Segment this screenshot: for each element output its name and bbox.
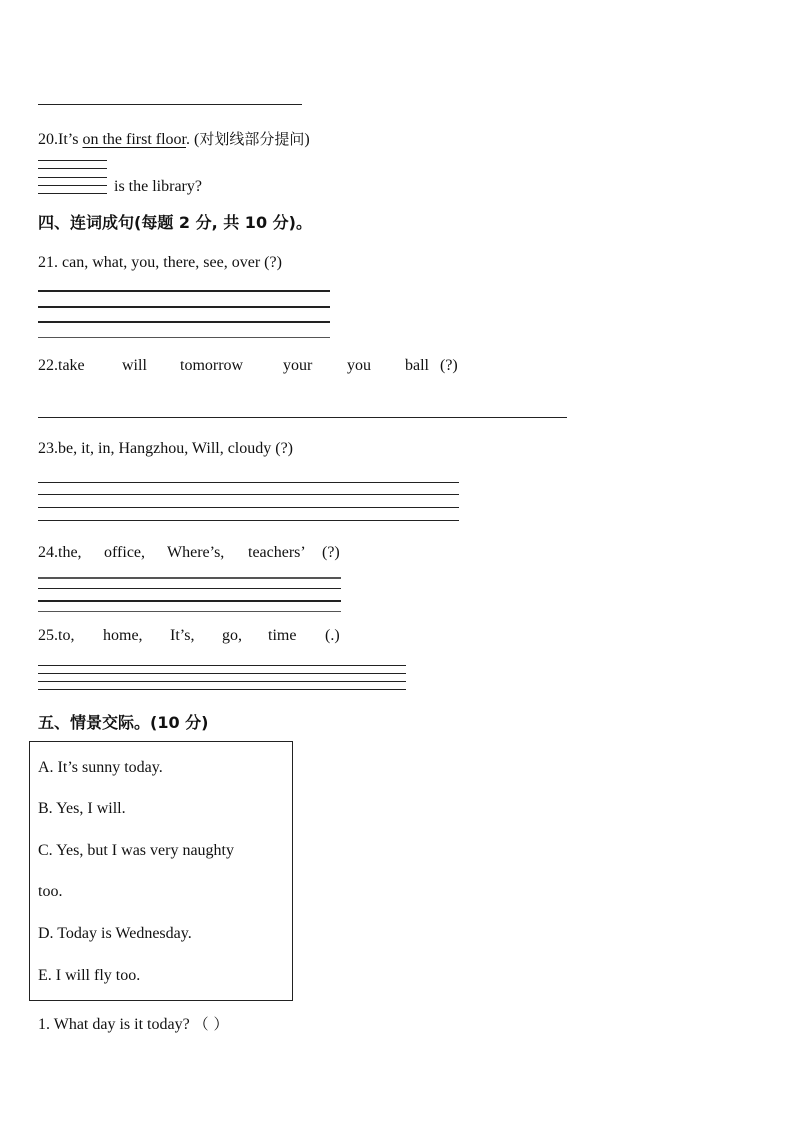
answer-tail: is the library?: [114, 178, 202, 195]
word: to,: [58, 627, 75, 644]
answer-line[interactable]: [38, 600, 341, 602]
answer-line[interactable]: [38, 665, 406, 666]
answer-line[interactable]: [38, 577, 341, 579]
underlined-phrase: on the first floor: [82, 131, 186, 148]
word: office,: [104, 544, 146, 561]
word: Where’s,: [167, 544, 225, 561]
question-22: [38, 357, 85, 375]
question-number: 24.: [38, 544, 58, 561]
answer-line[interactable]: [38, 321, 330, 323]
answer-blank-line[interactable]: [38, 193, 107, 194]
option-c-continued: too.: [38, 883, 63, 900]
answer-line[interactable]: [38, 681, 406, 682]
instruction: 对划线部分提问: [199, 130, 305, 148]
answer-blank-line[interactable]: [38, 160, 107, 161]
answer-line[interactable]: [38, 417, 567, 418]
options-box: [29, 741, 293, 1001]
answer-line[interactable]: [38, 337, 330, 338]
option-b: B. Yes, I will.: [38, 800, 126, 817]
answer-blank-line[interactable]: [38, 185, 107, 186]
answer-blank-line[interactable]: [38, 177, 107, 178]
option-a: A. It’s sunny today.: [38, 759, 163, 776]
word: (?): [322, 544, 340, 561]
option-c: C. Yes, but I was very naughty: [38, 842, 234, 859]
word: the,: [58, 544, 82, 561]
question-23: 23.be, it, in, Hangzhou, Will, cloudy (?): [38, 440, 294, 457]
section-heading: 四、连词成句(每题 2 分, 共 10 分)。: [38, 213, 312, 232]
question-1: [38, 1013, 228, 1034]
answer-line[interactable]: [38, 494, 459, 495]
answer-line[interactable]: [38, 611, 341, 612]
word: will: [122, 357, 147, 374]
answer-line[interactable]: [38, 482, 459, 483]
answer-line[interactable]: [38, 689, 406, 690]
word: ball: [405, 357, 429, 374]
answer-line[interactable]: [38, 673, 406, 674]
question-24: [38, 544, 82, 562]
word: teachers’: [248, 544, 306, 561]
word: home,: [103, 627, 143, 644]
word: time: [268, 627, 297, 644]
answer-line[interactable]: [38, 290, 330, 292]
option-e: E. I will fly too.: [38, 967, 141, 984]
question-25: [38, 627, 74, 645]
section-heading: 五、情景交际。(10 分): [38, 713, 209, 732]
word: go,: [222, 627, 242, 644]
question-21: 21. can, what, you, there, see, over (?): [38, 254, 282, 271]
question-20: 20.It’s on the first floor. (对划线部分提问): [38, 130, 310, 148]
answer-line: [38, 104, 302, 105]
question-text: It’s: [58, 131, 83, 148]
answer-line[interactable]: [38, 507, 459, 508]
answer-line[interactable]: [38, 520, 459, 521]
option-d: D. Today is Wednesday.: [38, 925, 192, 942]
word: tomorrow: [180, 357, 244, 374]
question-number: 25.: [38, 627, 58, 644]
question-number: 22.: [38, 357, 58, 374]
answer-line[interactable]: [38, 588, 341, 589]
word: (?): [440, 357, 458, 374]
answer-blank[interactable]: （ ）: [193, 1015, 229, 1033]
word: your: [283, 357, 313, 374]
word: you: [347, 357, 371, 374]
question-number: 20.: [38, 131, 58, 148]
word: (.): [325, 627, 340, 644]
answer-line[interactable]: [38, 306, 330, 308]
word: It’s,: [170, 627, 195, 644]
answer-blank-line[interactable]: [38, 168, 107, 169]
question-text: 1. What day is it today?: [38, 1016, 190, 1033]
word: take: [58, 357, 85, 374]
